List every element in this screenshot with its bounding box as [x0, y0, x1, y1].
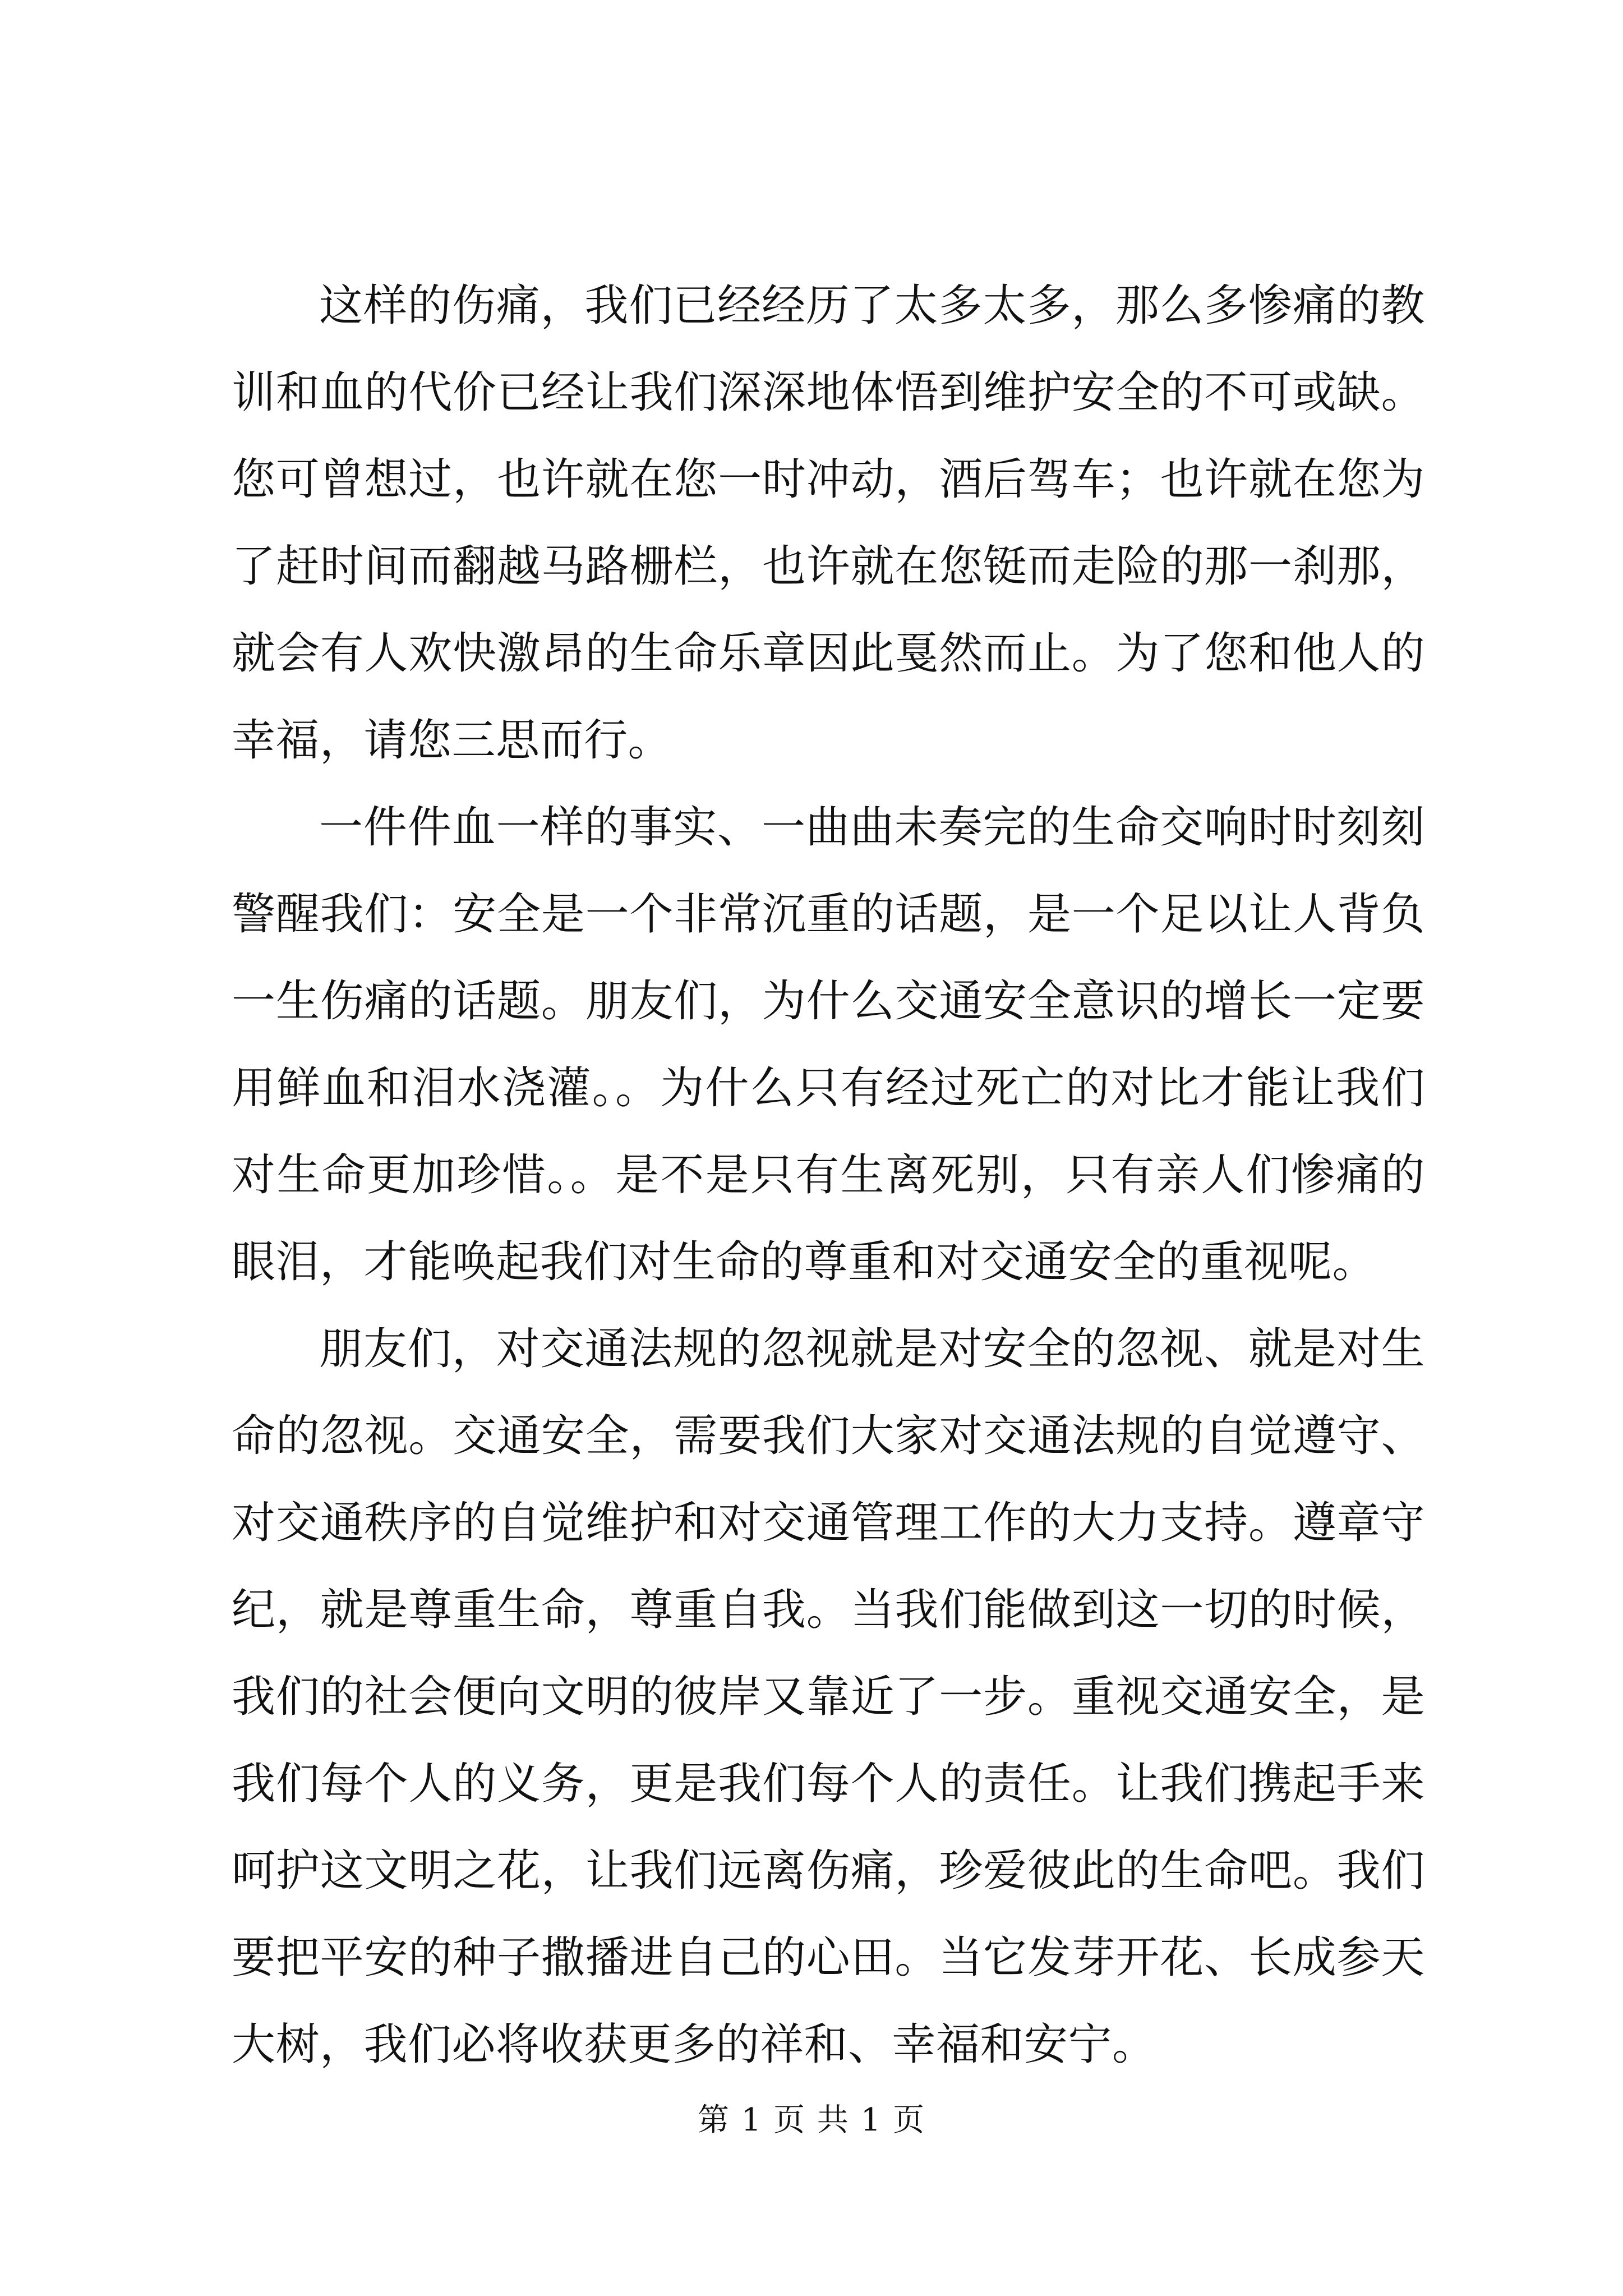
paragraph-1: 这样的伤痛，我们已经经历了太多太多，那么多惨痛的教训和血的代价已经让我们深深地体悟到维护安全的不可或缺。您可曾想过，也许就在您一时冲动，酒后驾车；也许就在您为了赶时间而翻越马路栅栏，也许就在您铤而走险的那一刹那，就会有人欢快激昂的生命乐章因此戛然而止。为了您和他人的幸福，请您三思而行。 — [232, 280, 1425, 766]
paragraph-2: 一件件血一样的事实、一曲曲未奏完的生命交响时时刻刻警醒我们：安全是一个非常沉重的话题，是一个足以让人背负一生伤痛的话题。朋友们，为什么交通安全意识的增长一定要用鲜血和泪水浇灌。。为什么只有经过死亡的对比才能让我们对生命更加珍惜。。是不是只有生离死别，只有亲人们惨痛的眼泪，才能唤起我们对生命的尊重和对交通安全的重视呢。 — [232, 802, 1425, 1287]
page-number-footer: 第 1 页 共 1 页 — [697, 2102, 926, 2138]
document-body — [232, 263, 1425, 2088]
paragraph-3: 朋友们，对交通法规的忽视就是对安全的忽视、就是对生命的忽视。交通安全，需要我们大家对交通法规的自觉遵守、对交通秩序的自觉维护和对交通管理工作的大力支持。遵章守纪，就是尊重生命，尊重自我。当我们能做到这一切的时候，我们的社会便向文明的彼岸又靠近了一步。重视交通安全，是我们每个人的义务，更是我们每个人的责任。让我们携起手来呵护这文明之花，让我们远离伤痛，珍爱彼此的生命吧。我们要把平安的种子撒播进自己的心田。当它发芽开花、长成参天大树，我们必将收获更多的祥和、幸福和安宁。 — [232, 1324, 1425, 2070]
